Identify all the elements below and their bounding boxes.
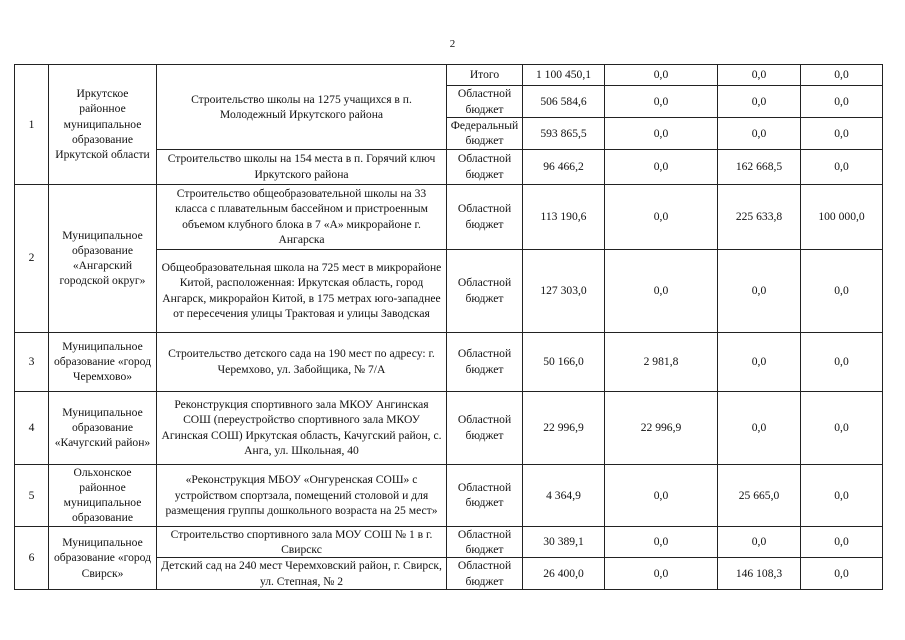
row-index: 2	[15, 184, 49, 332]
municipality-cell: Муниципальное образование «город Свирск»	[49, 526, 157, 589]
value-cell: 0,0	[801, 558, 883, 590]
value-cell: 1 100 450,1	[523, 65, 605, 86]
project-cell: Строительство спортивного зала МОУ СОШ № 1 в г. Свирскс	[157, 526, 447, 558]
value-cell: 0,0	[605, 149, 718, 184]
funding-source: Областной бюджет	[447, 526, 523, 558]
value-cell: 0,0	[718, 526, 801, 558]
table-row	[15, 65, 883, 86]
funding-source: Областной бюджет	[447, 464, 523, 526]
project-cell: Строительство школы на 154 места в п. Горячий ключ Иркутского района	[157, 149, 447, 184]
value-cell: 0,0	[801, 118, 883, 150]
project-cell: Реконструкция спортивного зала МКОУ Ангинская СОШ (переустройство спортивного зала МКОУ Агинская СОШ) Иркутская область, Качугский район, с. Анга, ул. Школьная, 40	[157, 391, 447, 464]
value-cell: 127 303,0	[523, 249, 605, 332]
budget-table	[14, 64, 883, 590]
municipality-cell: Ольхонское районное муниципальное образование	[49, 464, 157, 526]
value-cell: 22 996,9	[523, 391, 605, 464]
value-cell: 225 633,8	[718, 184, 801, 249]
row-index: 4	[15, 391, 49, 464]
value-cell: 26 400,0	[523, 558, 605, 590]
value-cell: 0,0	[605, 86, 718, 118]
funding-source: Областной бюджет	[447, 86, 523, 118]
value-cell: 146 108,3	[718, 558, 801, 590]
value-cell: 593 865,5	[523, 118, 605, 150]
value-cell: 0,0	[605, 249, 718, 332]
row-index: 5	[15, 464, 49, 526]
project-cell: Строительство общеобразовательной школы на 33 класса с плавательным бассейном и пристроенным объемом клубного блока в 7 «А» микрорайоне г. Ангарска	[157, 184, 447, 249]
table-row	[15, 526, 883, 558]
value-cell: 162 668,5	[718, 149, 801, 184]
funding-source: Областной бюджет	[447, 558, 523, 590]
value-cell: 0,0	[801, 65, 883, 86]
page-number: 2	[449, 38, 456, 50]
row-index: 1	[15, 65, 49, 185]
value-cell: 50 166,0	[523, 332, 605, 391]
value-cell: 0,0	[801, 526, 883, 558]
municipality-cell: Муниципальное образование «город Черемхово»	[49, 332, 157, 391]
value-cell: 100 000,0	[801, 184, 883, 249]
value-cell: 96 466,2	[523, 149, 605, 184]
value-cell: 506 584,6	[523, 86, 605, 118]
project-cell: Строительство детского сада на 190 мест по адресу: г. Черемхово, ул. Забойщика, № 7/А	[157, 332, 447, 391]
table-row	[15, 184, 883, 249]
project-cell: Детский сад на 240 мест Черемховский район, г. Свирск, ул. Степная, № 2	[157, 558, 447, 590]
value-cell: 0,0	[605, 184, 718, 249]
value-cell: 0,0	[605, 558, 718, 590]
value-cell: 0,0	[801, 86, 883, 118]
table-row	[15, 464, 883, 526]
value-cell: 2 981,8	[605, 332, 718, 391]
value-cell: 0,0	[801, 249, 883, 332]
table-row	[15, 332, 883, 391]
funding-source: Областной бюджет	[447, 149, 523, 184]
value-cell: 0,0	[605, 118, 718, 150]
funding-source: Областной бюджет	[447, 391, 523, 464]
value-cell: 30 389,1	[523, 526, 605, 558]
value-cell: 0,0	[605, 526, 718, 558]
value-cell: 0,0	[801, 332, 883, 391]
table-row	[15, 391, 883, 464]
value-cell: 0,0	[718, 332, 801, 391]
municipality-cell: Иркутское районное муниципальное образование Иркутской области	[49, 65, 157, 185]
funding-source: Областной бюджет	[447, 332, 523, 391]
value-cell: 0,0	[801, 464, 883, 526]
value-cell: 0,0	[605, 65, 718, 86]
row-index: 6	[15, 526, 49, 589]
value-cell: 0,0	[801, 149, 883, 184]
row-index: 3	[15, 332, 49, 391]
value-cell: 0,0	[718, 65, 801, 86]
value-cell: 0,0	[718, 249, 801, 332]
value-cell: 22 996,9	[605, 391, 718, 464]
funding-source: Итого	[447, 65, 523, 86]
value-cell: 0,0	[801, 391, 883, 464]
value-cell: 0,0	[718, 118, 801, 150]
project-cell: Общеобразовательная школа на 725 мест в микрорайоне Китой, расположенная: Иркутская область, город Ангарск, микрорайон Китой, в 175 метрах юго-западнее от пересечения улицы Трактовая и улицы Заводская	[157, 249, 447, 332]
funding-source: Федеральный бюджет	[447, 118, 523, 150]
municipality-cell: Муниципальное образование «Качугский район»	[49, 391, 157, 464]
value-cell: 113 190,6	[523, 184, 605, 249]
value-cell: 0,0	[718, 391, 801, 464]
value-cell: 0,0	[605, 464, 718, 526]
value-cell: 25 665,0	[718, 464, 801, 526]
project-cell: Строительство школы на 1275 учащихся в п. Молодежный Иркутского района	[157, 65, 447, 150]
project-cell: «Реконструкция МБОУ «Онгуренская СОШ» с устройством спортзала, помещений столовой и для размещения группы дошкольного возраста на 25 мест»	[157, 464, 447, 526]
value-cell: 4 364,9	[523, 464, 605, 526]
value-cell: 0,0	[718, 86, 801, 118]
funding-source: Областной бюджет	[447, 249, 523, 332]
funding-source: Областной бюджет	[447, 184, 523, 249]
municipality-cell: Муниципальное образование «Ангарский городской округ»	[49, 184, 157, 332]
